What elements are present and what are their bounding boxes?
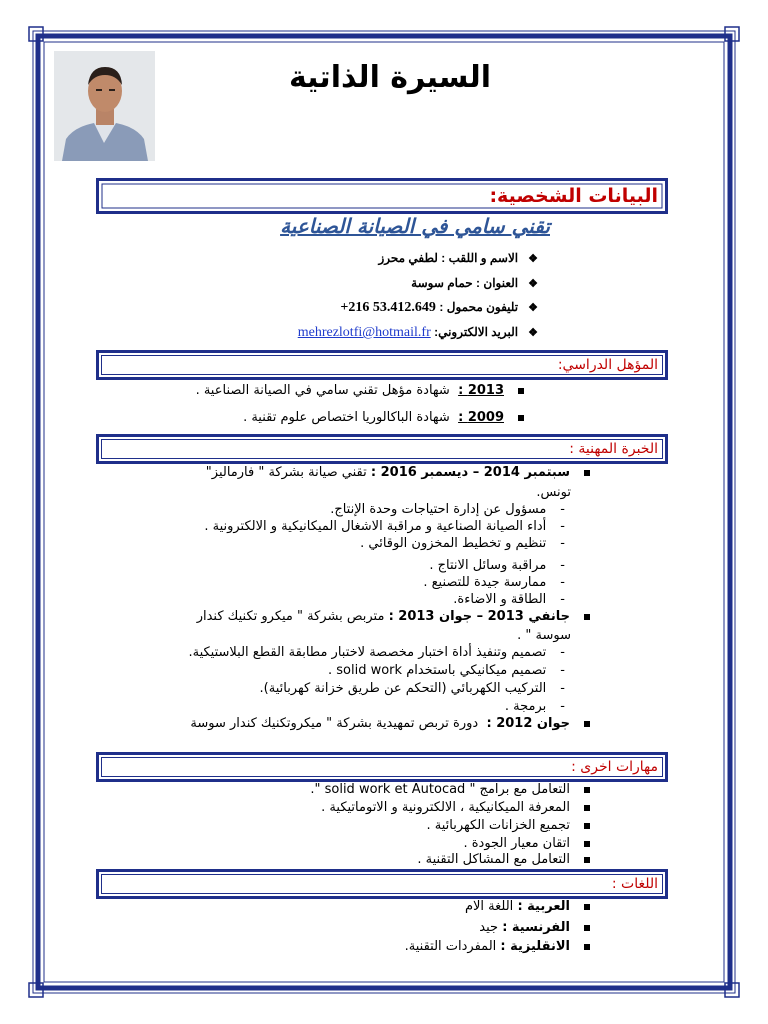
task-item: -تصميم وتنفيذ أداة اختبار مخصصة لاختبار مطابقة القطع البلاستيكية. (188, 645, 565, 660)
section-languages-title: اللغات : (611, 876, 658, 892)
task-item: -ممارسة جيدة للتصنيع . (423, 575, 565, 590)
bullet-icon (518, 388, 524, 394)
bullet-icon (584, 857, 590, 863)
section-skills-title: مهارات اخرى : (571, 759, 658, 775)
info-address: ❖العنوان : حمام سوسة (411, 276, 538, 290)
experience-entry: جوان 2012 : دورة تربص تمهيدية بشركة " ميكروتكنيك كندار سوسة (190, 716, 590, 731)
bullet-icon (584, 787, 590, 793)
experience-entry: سبتمبر 2014 – ديسمبر 2016 : تقني صيانة بشركة " فارماليز" (206, 465, 590, 480)
task-item: -الطاقة و الاضاءة. (453, 592, 565, 607)
info-email: ❖البريد الالكتروني: mehrezlotfi@hotmail.fr (297, 325, 538, 340)
diamond-bullet-icon: ❖ (528, 302, 538, 314)
skill-item: التعامل مع المشاكل التقنية . (417, 852, 590, 867)
bullet-icon (584, 841, 590, 847)
info-name: ❖الاسم و اللقب : لطفي محرز (378, 251, 538, 265)
task-item: -أداء الصيانة الصناعية و مراقبة الاشغال الميكانيكية و الالكترونية . (204, 519, 565, 534)
bullet-icon (584, 925, 590, 931)
education-item: 2009 : شهادة الباكالوريا اختصاص علوم تقنية . (243, 410, 524, 425)
language-item: العربية : اللغة الام (465, 899, 590, 914)
task-item: -برمجة . (504, 699, 565, 714)
section-education-title: المؤهل الدراسي: (557, 357, 658, 373)
task-item: -التركيب الكهربائي (التحكم عن طريق خزانة كهربائية). (259, 681, 565, 696)
section-personal-title: البيانات الشخصية: (489, 185, 658, 207)
section-education-header (96, 350, 668, 380)
bullet-icon (584, 470, 590, 476)
language-item: الفرنسية : جيد (479, 920, 590, 935)
task-item: -تنظيم و تخطيط المخزون الوقائي . (360, 536, 565, 551)
task-item: -تصميم ميكانيكي باستخدام solid work . (328, 663, 565, 678)
diamond-bullet-icon: ❖ (528, 278, 538, 290)
section-experience-header (96, 434, 668, 464)
info-phone: ❖تليفون محمول : +216 53.412.649 (340, 300, 538, 315)
skill-item: تجميع الخزانات الكهربائية . (427, 818, 590, 833)
language-item: الانقليزية : المفردات التقنية. (405, 939, 590, 954)
bullet-icon (584, 721, 590, 727)
experience-entry-cont: سوسة " . (517, 628, 571, 643)
skill-item: المعرفة الميكانيكية ، الالكترونية و الاتوماتيكية . (321, 800, 590, 815)
bullet-icon (584, 805, 590, 811)
section-experience-title: الخبرة المهنية : (569, 441, 658, 457)
diamond-bullet-icon: ❖ (528, 327, 538, 339)
skill-item: التعامل مع برامج " solid work et Autocad ". (310, 782, 590, 797)
bullet-icon (584, 944, 590, 950)
section-languages-header (96, 869, 668, 899)
task-item: -مسؤول عن إدارة احتياجات وحدة الإنتاج. (330, 502, 565, 517)
experience-entry-cont: تونس. (536, 485, 571, 500)
bullet-icon (584, 904, 590, 910)
email-link[interactable]: mehrezlotfi@hotmail.fr (297, 325, 431, 340)
diamond-bullet-icon: ❖ (528, 253, 538, 265)
section-skills-header (96, 752, 668, 782)
job-title: تقني سامي في الصيانة الصناعية (280, 214, 550, 238)
bullet-icon (584, 823, 590, 829)
education-item: 2013 : شهادة مؤهل تقني سامي في الصيانة الصناعية . (196, 383, 524, 398)
section-personal-header (96, 178, 668, 214)
bullet-icon (518, 415, 524, 421)
skill-item: اتقان معيار الجودة . (463, 836, 590, 851)
bullet-icon (584, 614, 590, 620)
page-title: السيرة الذاتية (288, 60, 491, 95)
experience-entry: جانفي 2013 – جوان 2013 : متربص بشركة " ميكرو تكنيك كندار (197, 609, 590, 624)
task-item: -مراقبة وسائل الانتاج . (429, 558, 565, 573)
profile-photo (54, 51, 155, 161)
